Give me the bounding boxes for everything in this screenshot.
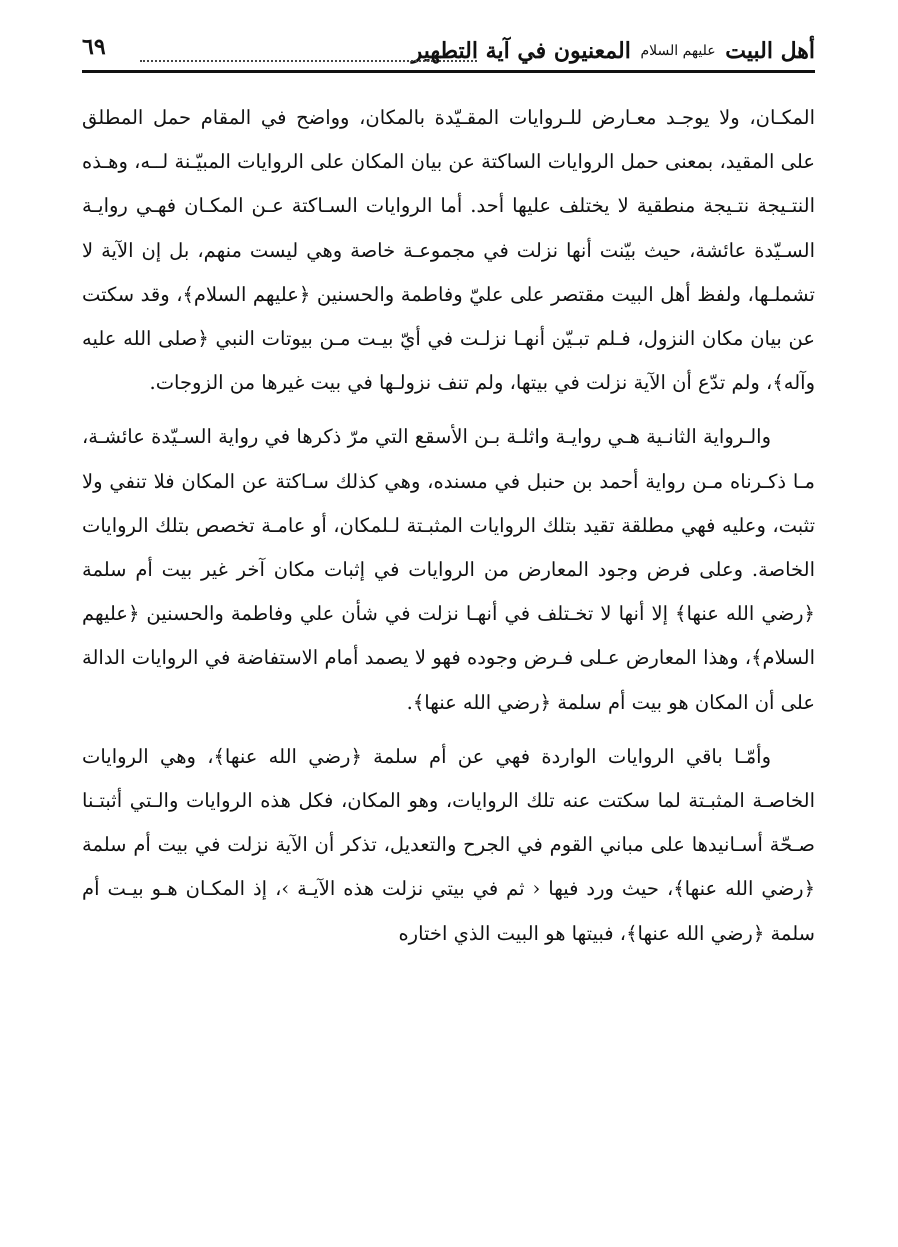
honorific-mark: عليهم السلام [640,43,716,59]
running-title-start: أهل البيت [725,38,815,64]
book-page [82,30,815,1210]
page-number: ٦٩ [82,34,106,60]
dotted-leader [140,60,477,62]
body-text [82,96,815,956]
header-rule [82,70,815,73]
paragraph: وأمّـا باقي الروايات الواردة فهي عن أم سلمة ﴿رضي الله عنها﴾، وهي الروايات الخاصـة المثبـتة لما سكتت عنه تلك الروايات، وهو المكان، فكل هذه الروايات والـتي أثبتـنا صـحّة أسـانيدها على مباني القوم في الجرح والتعديل، تذكر أن الآية نزلت في بيت أم سلمة ﴿رضي الله عنها﴾، حيث ورد فيها ‹ ثم في بيتي نزلت هذه الآيـة ›، إذ المكـان هـو بيـت أم سلمة ﴿رضي الله عنها﴾، فبيتها هو البيت الذي اختاره [82,744,815,945]
page-header [82,30,815,70]
paragraph: المكـان، ولا يوجـد معـارض للـروايات المقـيّدة بالمكان، وواضح في المقام حمل المطلق على المقيد، بمعنى حمل الروايات الساكتة عن بيان المكان على الروايات المبيّـنة لــه، وهـذه النتـيجة نتـيجة منطقية لا يختلف عليها أحد. أما الروايات السـاكتة عـن المكـان فهـي روايـة السـيّدة عائشة، حيث بيّنت أنها نزلت في مجموعـة خاصة وهي ليست منهم، بل إن الآية لا تشملـها، ولفظ أهل البيت مقتصر على عليّ وفاطمة والحسنين ﴿عليهم السلام﴾، وقد سكتت عن بيان مكان النزول، فـلم تبـيّن أنهـا نزلـت في أيّ بيـت مـن بيوتات النبي ﴿صلى الله عليه وآله﴾، ولم تدّع أن الآية نزلت في بيتها، ولم تنف نزولـها في بيت غيرها من الزوجات. [82,106,815,395]
paragraph: والـرواية الثانـية هـي روايـة واثلـة بـن الأسقع التي مرّ ذكرها في رواية السـيّدة عائشـة، مـا ذكـرناه مـن رواية أحمد بن حنبل في مسنده، وهي كذلك سـاكتة عن المكان فلا تنفي ولا تثبت، وعليه فهي مطلقة تقيد بتلك الروايات المثبـتة لـلمكان، أو عامـة تخصص بتلك الروايات الخاصة. وعلى فرض وجود المعارض من الروايات في إثبات مكان آخر غير بيت أم سلمة ﴿رضي الله عنها﴾ إلا أنها لا تخـتلف في أنهـا نزلت في شأن علي وفاطمة والحسنين ﴿عليهم السلام﴾، وهذا المعارض عـلى فـرض وجوده فهو لا يصمد أمام الاستفاضة في الروايات الدالة على أن المكان هو بيت أم سلمة ﴿رضي الله عنها﴾. [82,425,815,714]
running-title-end: المعنيون في آية التطهير [411,38,631,64]
